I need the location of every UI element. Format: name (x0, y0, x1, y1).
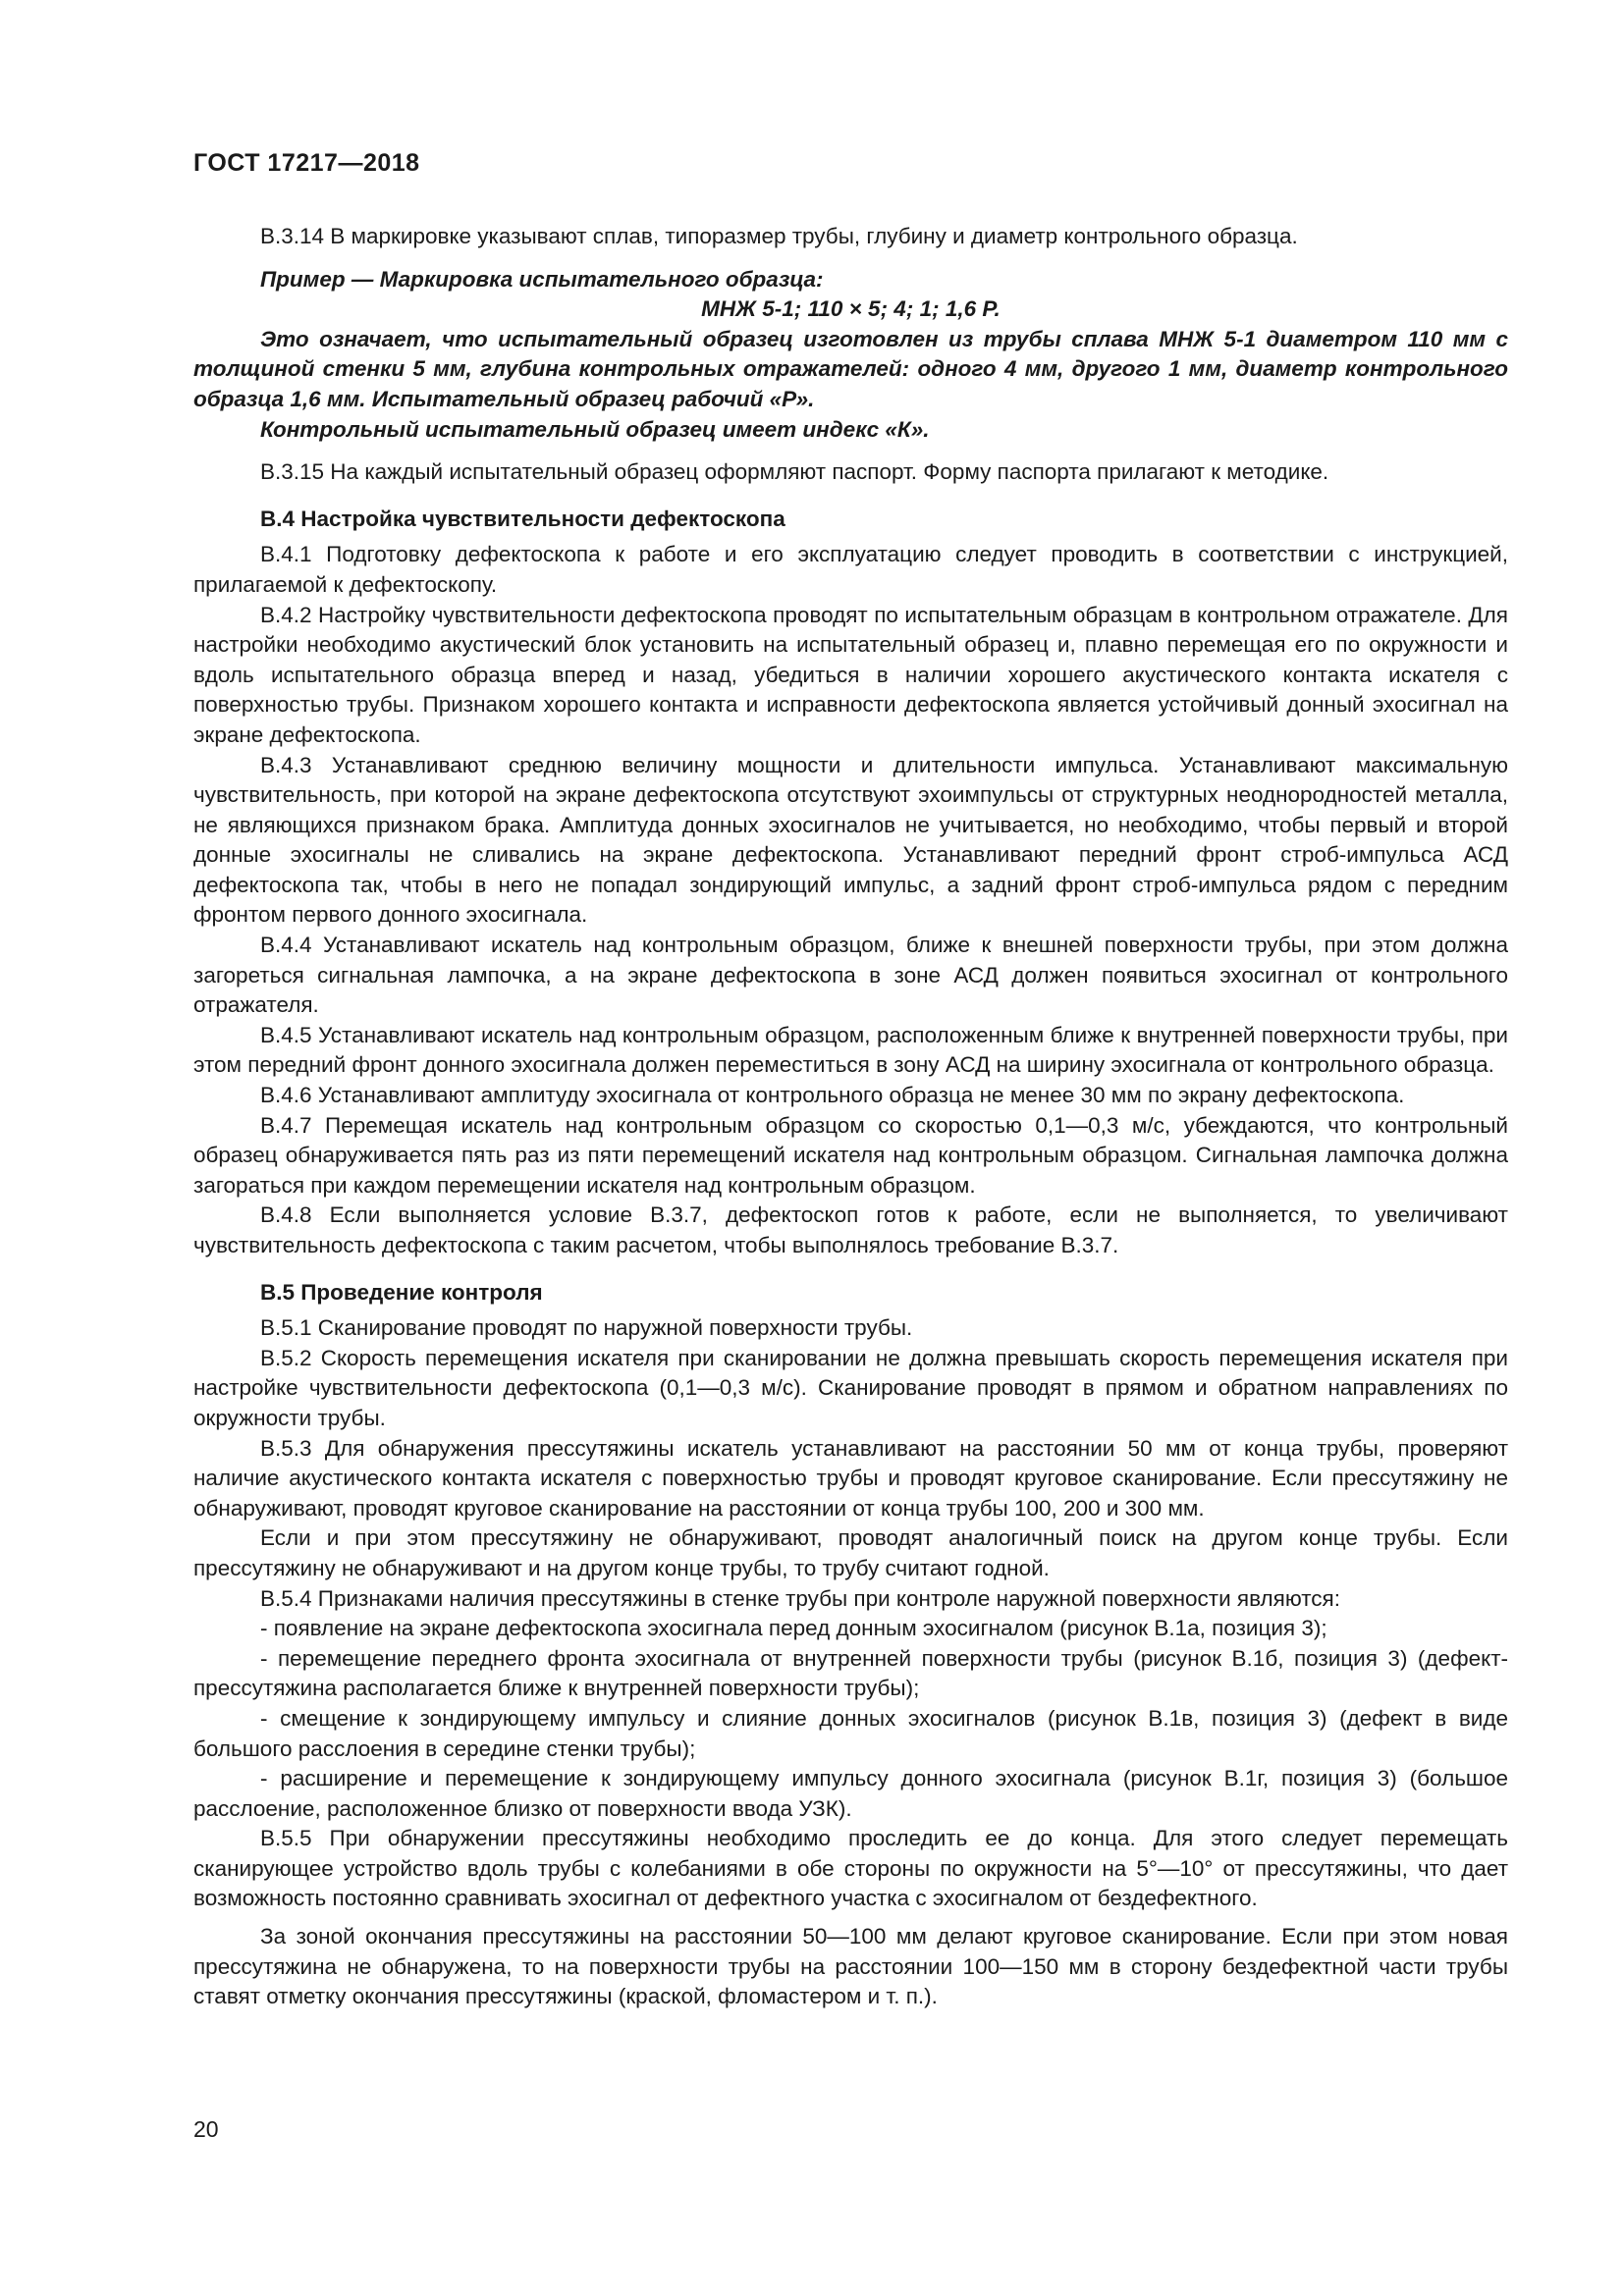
paragraph-b4-5: В.4.5 Устанавливают искатель над контрольным образцом, расположенным ближе к внутренней поверхности трубы, при этом передний фронт донного эхосигнала должен переместиться в зону АСД на ширину эхосигнала от контрольного образца. (193, 1022, 1508, 1078)
paragraph-b4-7: В.4.7 Перемещая искатель над контрольным образцом со скоростью 0,1—0,3 м/с, убеждаются, что контрольный образец обнаруживается пять раз из пяти перемещений искателя над контрольным образцом. Сигнальная лампочка должна загораться при каждом перемещении искателя над контрольным образцом. (193, 1112, 1508, 1198)
example-code: МНЖ 5-1; 110 × 5; 4; 1; 1,6 Р. (701, 296, 1001, 322)
example-title: Пример — Маркировка испытательного образца: (260, 266, 824, 292)
document-body (193, 222, 1508, 2012)
paragraph-b3-14: В.3.14 В маркировке указывают сплав, типоразмер трубы, глубину и диаметр контрольного образца. (260, 224, 1298, 248)
list-item-b5-4-d: - расширение и перемещение к зондирующему импульсу донного эхосигнала (рисунок В.1г, позиция 3) (большое расслоение, расположенное близко от поверхности ввода УЗК). (193, 1766, 1508, 1821)
list-item-b5-4-b: - перемещение переднего фронта эхосигнала от внутренней поверхности трубы (рисунок В.1б, позиция 3) (дефект-прессутяжина располагается ближе к внутренней поверхности трубы); (193, 1645, 1508, 1701)
document-code-header: ГОСТ 17217—2018 (193, 149, 420, 177)
paragraph-b3-15: В.3.15 На каждый испытательный образец оформляют паспорт. Форму паспорта прилагают к методике. (260, 459, 1329, 485)
paragraph-b4-6: В.4.6 Устанавливают амплитуду эхосигнала от контрольного образца не менее 30 мм по экрану дефектоскопа. (260, 1083, 1405, 1108)
page-number: 20 (193, 2116, 219, 2142)
paragraph-b5-5: В.5.5 При обнаружении прессутяжины необходимо проследить ее до конца. Для этого следует перемещать сканирующее устройство вдоль трубы с колебаниями в обе стороны по окружности на 5°—10° от прессутяжины, что дает возможность постоянно сравнивать эхосигнал от дефектного участка с эхосигналом от бездефектного. (193, 1826, 1508, 1911)
section-heading-b5: В.5 Проведение контроля (260, 1279, 543, 1305)
list-item-b5-4-a: - появление на экране дефектоскопа эхосигнала перед донным эхосигналом (рисунок В.1а, позиция 3); (260, 1616, 1327, 1641)
paragraph-b4-4: В.4.4 Устанавливают искатель над контрольным образцом, ближе к внешней поверхности трубы, при этом должна загореться сигнальная лампочка, а на экране дефектоскопа в зоне АСД должен появиться эхосигнал от контрольного отражателя. (193, 933, 1508, 1018)
example-control-index: Контрольный испытательный образец имеет индекс «К». (260, 416, 930, 442)
paragraph-b5-5-continued: За зоной окончания прессутяжины на расстоянии 50—100 мм делают круговое сканирование. Если при этом новая прессутяжина не обнаружена, то на поверхности трубы на расстоянии 100—150 мм в сторону бездефектной части трубы ставят отметку окончания прессутяжины (краской, фломастером и т. п.). (193, 1924, 1508, 2009)
paragraph-b5-4: В.5.4 Признаками наличия прессутяжины в стенке трубы при контроле наружной поверхности являются: (260, 1585, 1340, 1611)
paragraph-b5-3-continued: Если и при этом прессутяжину не обнаруживают, проводят аналогичный поиск на другом конце трубы. Если прессутяжину не обнаруживают и на другом конце трубы, то трубу считают годной. (193, 1525, 1508, 1580)
section-heading-b4: В.4 Настройка чувствительности дефектоскопа (260, 506, 785, 531)
paragraph-b4-3: В.4.3 Устанавливают среднюю величину мощности и длительности импульса. Устанавливают максимальную чувствительность, при которой на экране дефектоскопа отсутствуют эхоимпульсы от структурных неоднородностей металла, не являющихся признаком брака. Амплитуда донных эхосигналов не учитывается, но необходимо, чтобы первый и второй донные эхосигналы не сливались на экране дефектоскопа. Устанавливают передний фронт строб-импульса АСД дефектоскопа так, чтобы в него не попадал зондирующий импульс, а задний фронт строб-импульса рядом с передним фронтом первого донного эхосигнала. (193, 752, 1508, 928)
paragraph-b4-1: В.4.1 Подготовку дефектоскопа к работе и его эксплуатацию следует проводить в соответствии с инструкцией, прилагаемой к дефектоскопу. (193, 542, 1508, 597)
paragraph-b4-8: В.4.8 Если выполняется условие В.3.7, дефектоскоп готов к работе, если не выполняется, то увеличивают чувствительность дефектоскопа с таким расчетом, чтобы выполнялось требование В.3.7. (193, 1202, 1508, 1257)
paragraph-b5-2: В.5.2 Скорость перемещения искателя при сканировании не должна превышать скорость перемещения искателя при настройке чувствительности дефектоскопа (0,1—0,3 м/с). Сканирование проводят в прямом и обратном направлениях по окружности трубы. (193, 1345, 1508, 1430)
list-item-b5-4-c: - смещение к зондирующему импульсу и слияние донных эхосигналов (рисунок В.1в, позиция 3) (дефект в виде большого расслоения в середине стенки трубы); (193, 1705, 1508, 1761)
paragraph-b5-3: В.5.3 Для обнаружения прессутяжины искатель устанавливают на расстоянии 50 мм от конца трубы, проверяют наличие акустического контакта искателя с поверхностью трубы и проводят круговое сканирование. Если прессутяжину не обнаруживают, проводят круговое сканирование на расстоянии от конца трубы 100, 200 и 300 мм. (193, 1435, 1508, 1521)
example-explanation: Это означает, что испытательный образец изготовлен из трубы сплава МНЖ 5-1 диаметром 110 мм с толщиной стенки 5 мм, глубина контрольных отражателей: одного 4 мм, другого 1 мм, диаметр контрольного образца 1,6 мм. Испытательный образец рабочий «Р». (193, 326, 1508, 411)
paragraph-b4-2: В.4.2 Настройку чувствительности дефектоскопа проводят по испытательным образцам в контрольном отражателе. Для настройки необходимо акустический блок установить на испытательный образец и, плавно перемещая его по окружности и вдоль испытательного образца вперед и назад, убедиться в наличии хорошего акустического контакта искателя с поверхностью трубы. Признаком хорошего контакта и исправности дефектоскопа является устойчивый донный эхосигнал на экране дефектоскопа. (193, 602, 1508, 747)
paragraph-b5-1: В.5.1 Сканирование проводят по наружной поверхности трубы. (260, 1315, 913, 1341)
